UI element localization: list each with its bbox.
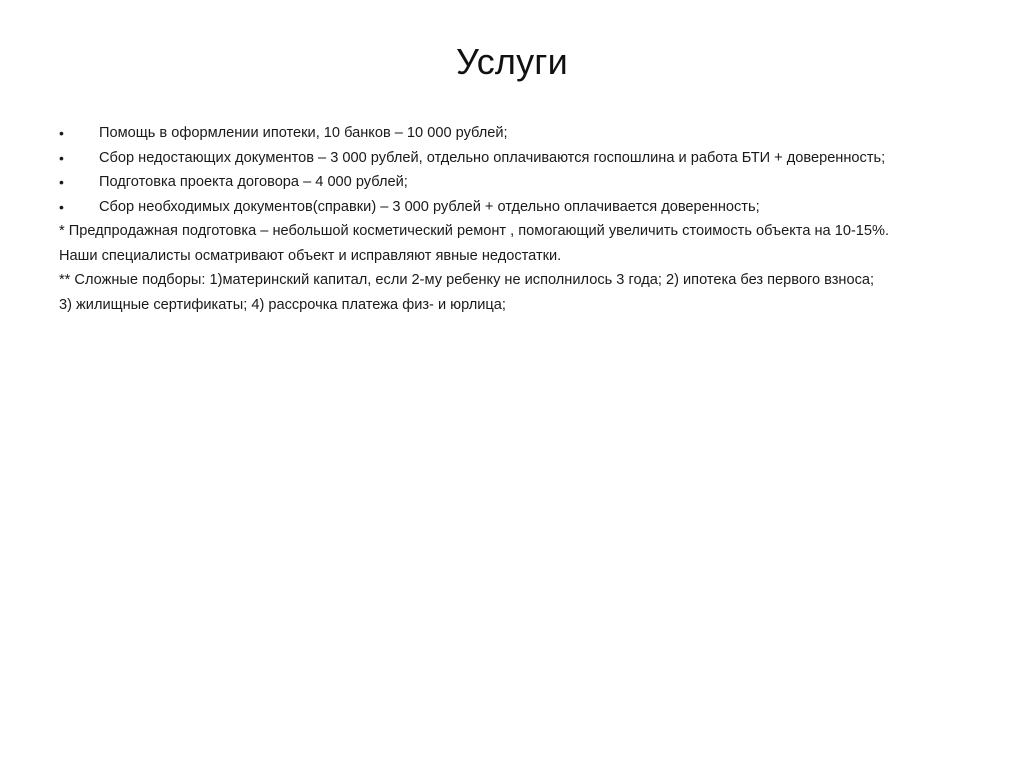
list-item-text: Подготовка проекта договора – 4 000 рублей;	[99, 174, 408, 190]
services-list	[59, 121, 989, 219]
bullet-icon: •	[59, 174, 64, 190]
slide-body	[59, 121, 989, 317]
complex-selection-note-continued: 3) жилищные сертификаты; 4) рассрочка платежа физ- и юрлица;	[59, 296, 506, 313]
list-item-text: Сбор недостающих документов – 3 000 рублей, отдельно оплачиваются госпошлина и работа БТИ + доверенность;	[99, 149, 886, 166]
bullet-icon: •	[59, 198, 64, 215]
bullet-icon: •	[59, 149, 64, 166]
complex-selection-note: ** Сложные подборы: 1)материнский капитал, если 2-му ребенку не исполнилось 3 года; 2) ипотека без первого взноса;	[59, 272, 875, 288]
list-item	[59, 121, 989, 146]
bullet-icon: •	[59, 125, 64, 141]
list-item-text: Сбор необходимых документов(справки) – 3 000 рублей + отдельно оплачивается доверенность;	[99, 198, 760, 215]
list-item	[59, 146, 989, 171]
slide-title: Услуги	[456, 41, 568, 82]
specialists-note: Наши специалисты осматривают объект и исправляют явные недостатки.	[59, 247, 562, 264]
presale-preparation-note: * Предпродажная подготовка – небольшой косметический ремонт , помогающий увеличить стоимость объекта на 10-15%.	[59, 223, 890, 239]
list-item-text: Помощь в оформлении ипотеки, 10 банков – 10 000 рублей;	[99, 125, 508, 141]
list-item	[59, 195, 989, 220]
list-item	[59, 170, 989, 195]
